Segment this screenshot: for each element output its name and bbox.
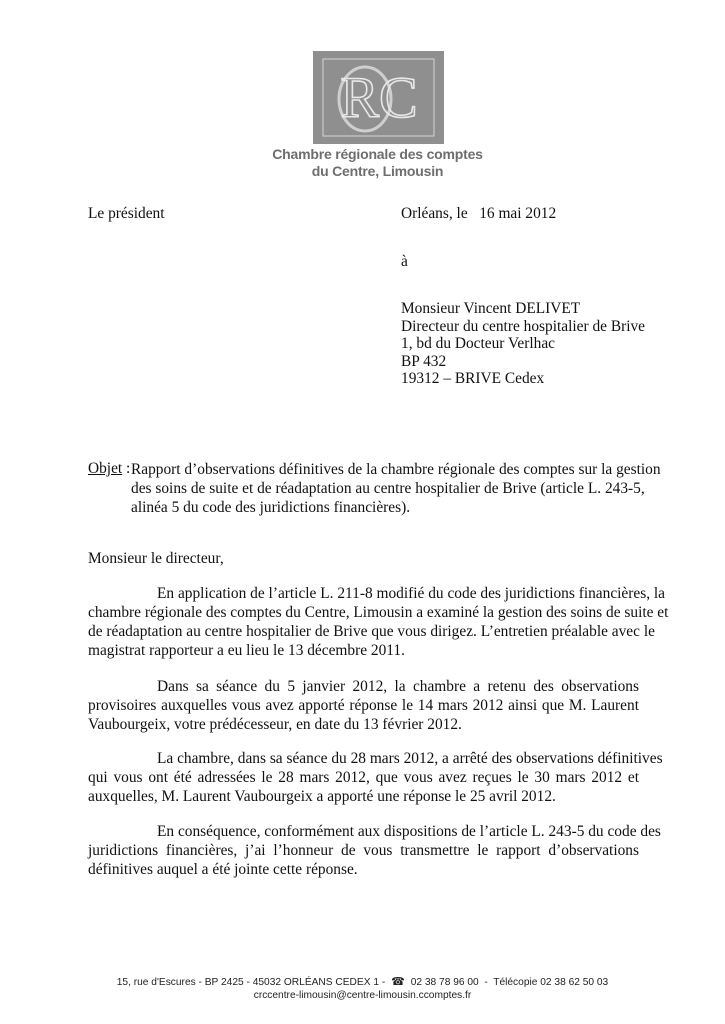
org-name-line2: du Centre, Limousin [311,163,444,179]
recipient-line: Monsieur Vincent DELIVET [401,300,581,317]
objet-label-text: Objet [88,460,123,477]
paragraph-line: Dans sa séance du 5 janvier 2012, la chambre a retenu des observations [157,678,639,695]
objet-separator: : [122,460,131,477]
objet-label [88,460,130,478]
paragraph-line: auxquelles, M. Laurent Vaubourgeix a apporté une réponse le 25 avril 2012. [88,788,556,805]
paragraph-line: chambre régionale des comptes du Centre, Limousin a examiné la gestion des soins de suite et [88,604,669,621]
objet-line: Rapport d’observations définitives de la chambre régionale des comptes sur la gestion [131,461,661,478]
recipient-line: BP 432 [401,352,447,370]
objet-line: des soins de suite et de réadaptation au centre hospitalier de Brive (article L. 243-5, [131,480,645,497]
paragraph [88,584,669,660]
chamber-logo [313,51,444,144]
paragraph-line: provisoires auxquelles vous avez apporté réponse le 14 mars 2012 ainsi que M. Laurent [88,697,639,714]
objet-line: alinéa 5 du code des juridictions financières). [131,499,411,516]
paragraph-line: de réadaptation au centre hospitalier de Brive que vous dirigez. L’entretien préalable avec le [88,623,655,640]
paragraph-line: juridictions financières, j’ai l’honneur de vous transmettre le rapport d’observations [88,842,639,859]
org-name-line1: Chambre régionale des comptes [272,146,483,162]
logo-monogram: RC [340,65,418,130]
paragraph-line: La chambre, dans sa séance du 28 mars 2012, a arrêté des observations définitives [157,750,663,767]
recipient-line: 1, bd du Docteur Verlhac [401,335,556,352]
footer-phone: 02 38 78 96 00 - Télécopie 02 38 62 50 03 [410,977,609,988]
paragraph-line: En conséquence, conformément aux dispositions de l’article L. 243-5 du code des [157,823,661,840]
paragraph-line: qui vous ont été adressées le 28 mars 2012, que vous avez reçues le 30 mars 2012 et [88,769,639,786]
footer-address: 15, rue d'Escures - BP 2425 - 45032 ORLÉANS CEDEX 1 - [116,977,386,988]
to-marker: à [401,253,408,270]
recipient-line: Directeur du centre hospitalier de Brive [401,317,646,335]
recipient-line: 19312 – BRIVE Cedex [401,370,545,387]
paragraph [88,677,639,734]
paragraph-line: magistrat rapporteur a eu lieu le 13 décembre 2011. [88,642,405,659]
paragraph-line: définitives auquel a été jointe cette réponse. [88,861,358,878]
footer-address-line [60,975,665,988]
paragraph [88,749,663,806]
sender: Le président [88,205,165,222]
greeting: Monsieur le directeur, [88,550,224,567]
objet-text [131,460,661,517]
paragraph-line: Vaubourgeix, votre prédécesseur, en date du 13 février 2012. [88,716,462,733]
telephone-icon: ☎ [388,976,408,988]
paragraph [88,822,661,879]
paragraph-line: En application de l’article L. 211-8 modifié du code des juridictions financières, la [157,585,666,602]
date-line: Orléans, le 16 mai 2012 [401,205,557,222]
recipient-address [401,300,645,388]
footer-email: crccentre-limousin@centre-limousin.ccomptes.fr [253,990,472,1001]
